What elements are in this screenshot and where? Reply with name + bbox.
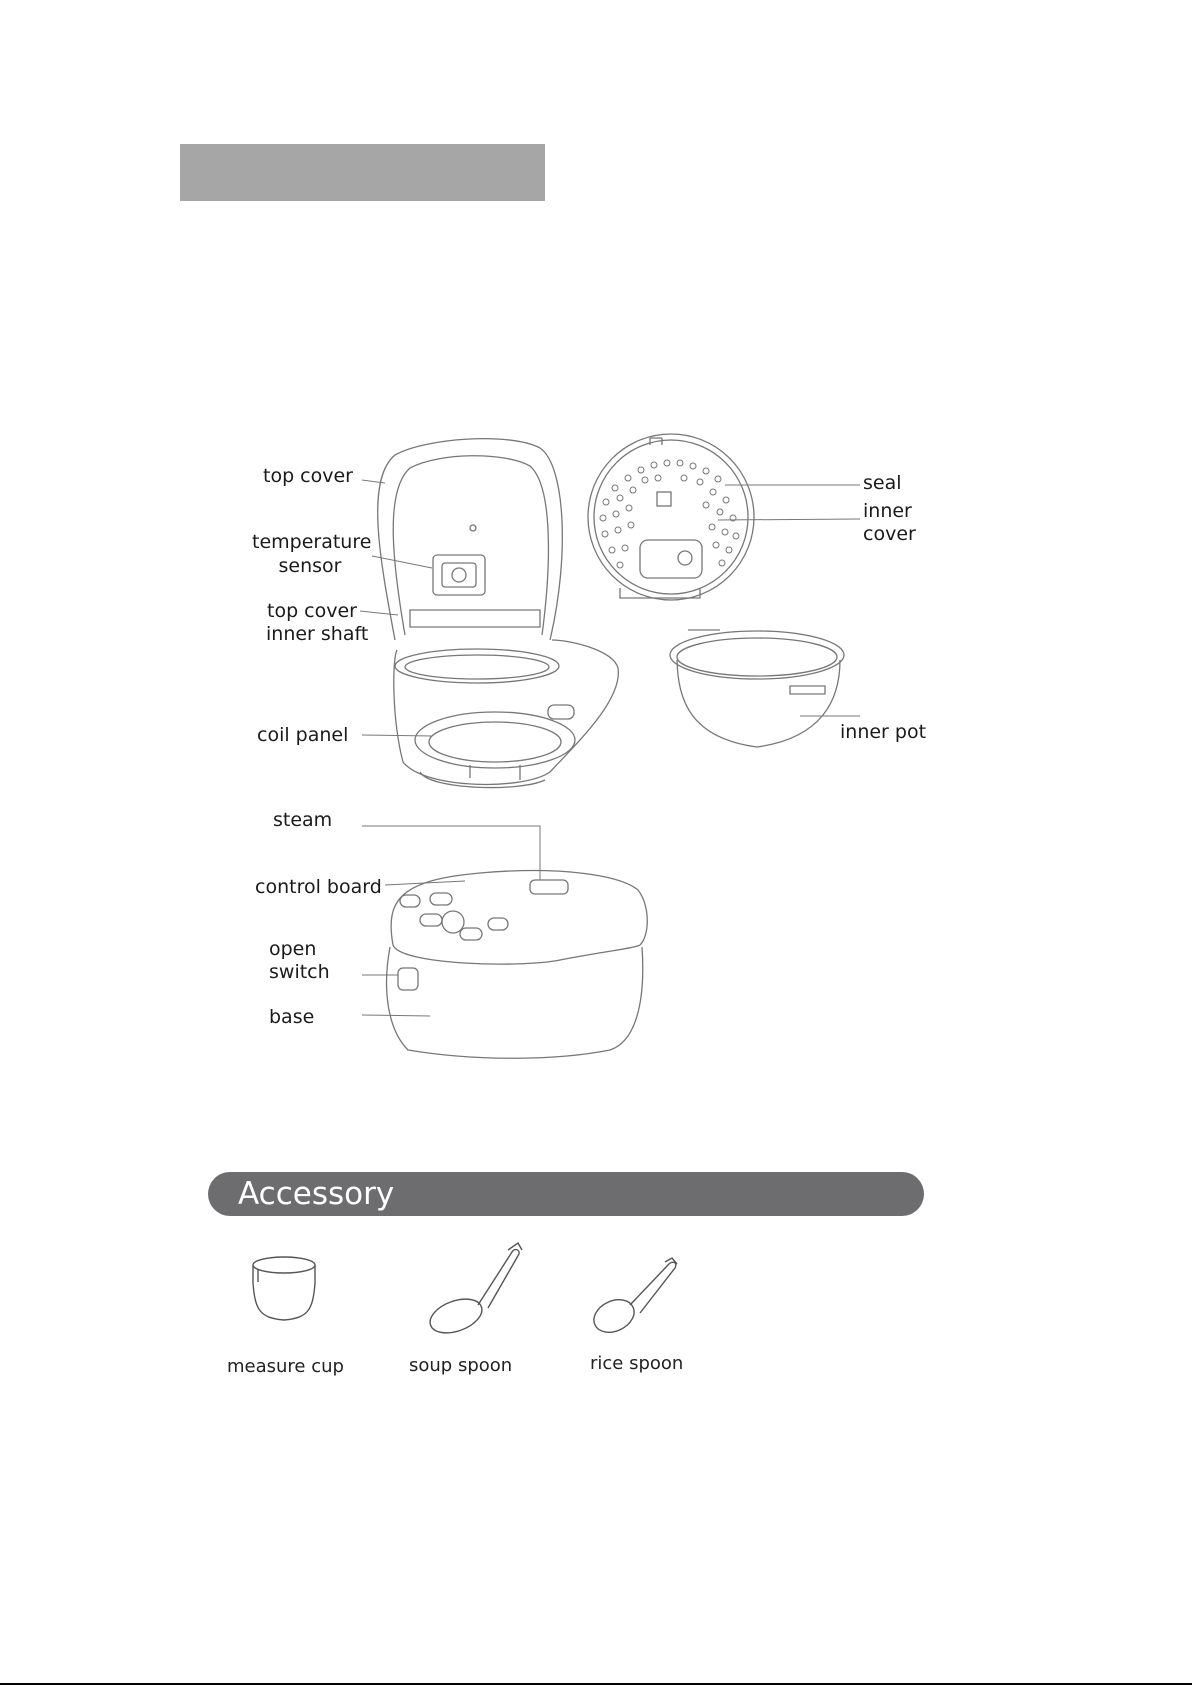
leader-base <box>362 1015 430 1016</box>
label-base: base <box>269 1006 315 1028</box>
rice-spoon-shape <box>589 1258 677 1338</box>
temperature-sensor-shape <box>433 555 485 595</box>
label-temperature: temperature <box>252 531 372 553</box>
measure-cup-shape <box>253 1257 315 1320</box>
leader-top-cover-inner-shaft <box>360 611 398 615</box>
label-rice-spoon: rice spoon <box>590 1353 684 1374</box>
inner-cover-holes <box>600 460 739 568</box>
label-top-cover-2: top cover <box>267 600 357 622</box>
label-inner-shaft: inner shaft <box>266 623 369 645</box>
leader-inner-cover <box>718 519 860 520</box>
open-switch-shape <box>398 968 418 990</box>
accessory-illustrations <box>253 1243 677 1339</box>
accessory-banner <box>208 1172 924 1216</box>
leader-control-board <box>385 881 465 885</box>
label-switch: switch <box>269 961 330 983</box>
soup-spoon-shape <box>425 1243 522 1339</box>
label-seal: seal <box>863 472 902 494</box>
inner-cover-illustration <box>588 434 754 600</box>
leader-steam <box>362 826 540 880</box>
label-soup-spoon: soup spoon <box>409 1355 513 1376</box>
label-steam: steam <box>273 809 333 831</box>
open-cooker-illustration <box>378 439 619 788</box>
accessory-title: Accessory <box>238 1176 395 1212</box>
inner-pot-illustration <box>670 630 844 747</box>
label-coil-panel: coil panel <box>257 724 349 746</box>
label-sensor: sensor <box>278 555 342 577</box>
leader-coil-panel <box>362 735 432 736</box>
label-inner-pot: inner pot <box>840 721 927 743</box>
leader-temperature-sensor <box>372 556 432 568</box>
label-inner: inner <box>863 500 912 522</box>
steam-vent-shape <box>530 880 568 894</box>
coil-panel-shape <box>415 712 575 768</box>
label-control-board: control board <box>255 876 382 898</box>
label-cover: cover <box>863 523 916 545</box>
control-board-shape <box>393 945 640 964</box>
label-open: open <box>269 938 317 960</box>
closed-cooker-illustration <box>387 871 648 1059</box>
label-top-cover: top cover <box>263 465 353 487</box>
label-measure-cup: measure cup <box>227 1356 344 1377</box>
leader-lines <box>360 480 860 1016</box>
